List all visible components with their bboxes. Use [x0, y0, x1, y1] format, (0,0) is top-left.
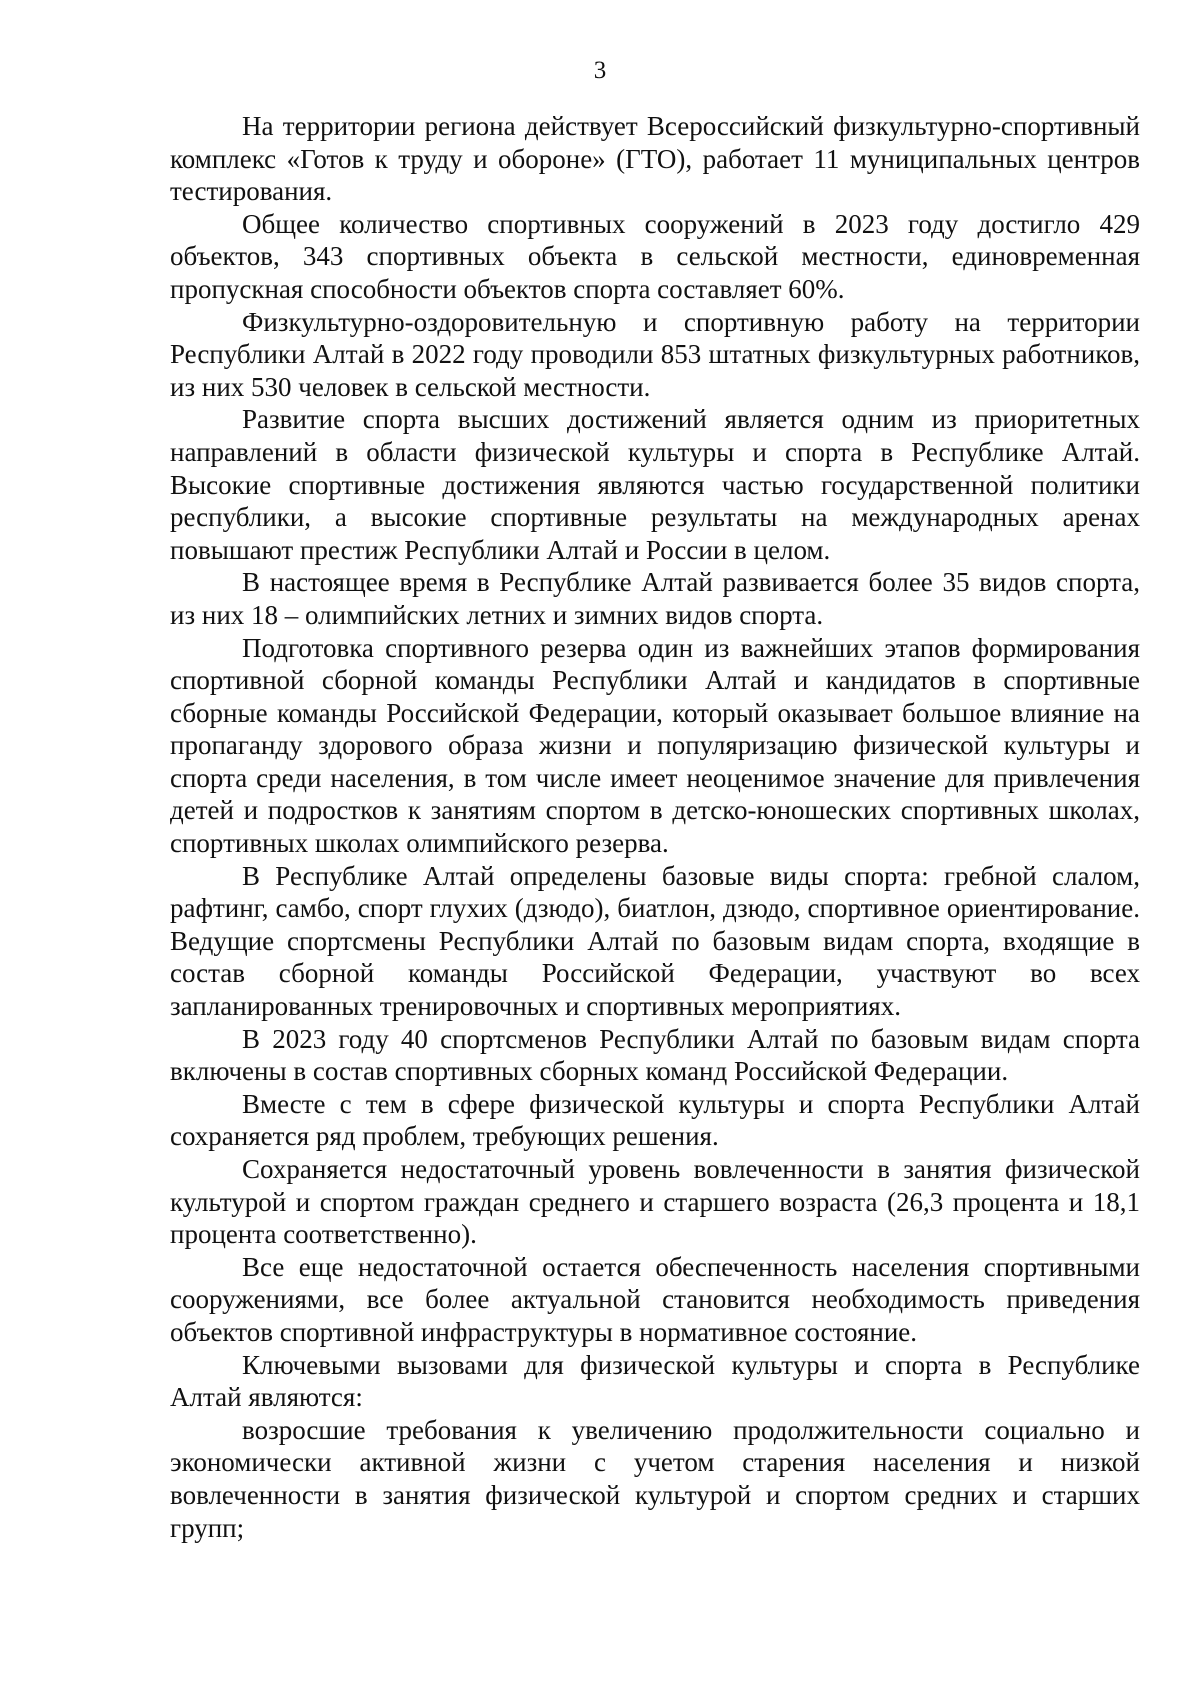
paragraph: В Республике Алтай определены базовые виды спорта: гребной слалом, рафтинг, самбо, спорт глухих (дзюдо), биатлон, дзюдо, спортивное ориентирование. Ведущие спортсмены Республики Алтай по базовым видам спорта, входящие в состав сборной команды Российской Федерации, участвуют во всех запланированных тренировочных и спортивных мероприятиях.: [170, 860, 1140, 1022]
paragraph: Сохраняется недостаточный уровень вовлеченности в занятия физической культурой и спортом граждан среднего и старшего возраста (26,3 процента и 18,1 процента соответственно).: [170, 1154, 1140, 1250]
paragraph: На территории региона действует Всероссийский физкультурно-спортивный комплекс «Готов к труду и обороне» (ГТО), работает 11 муниципальных центров тестирования.: [170, 111, 1140, 207]
paragraph: Ключевыми вызовами для физической культуры и спорта в Республике Алтай являются:: [170, 1349, 1140, 1413]
paragraph: В настоящее время в Республике Алтай развивается более 35 видов спорта, из них 18 – олимпийских летних и зимних видов спорта.: [170, 567, 1140, 630]
page-number: 3: [593, 57, 607, 84]
paragraph: В 2023 году 40 спортсменов Республики Алтай по базовым видам спорта включены в состав спортивных сборных команд Российской Федерации.: [170, 1023, 1140, 1087]
paragraph: Развитие спорта высших достижений является одним из приоритетных направлений в области физической культуры и спорта в Республике Алтай. Высокие спортивные достижения являются частью государственной политики республики, а высокие спортивные результаты на международных аренах повышают престиж Республики Алтай и России в целом.: [170, 404, 1140, 565]
paragraph: Подготовка спортивного резерва один из важнейших этапов формирования спортивной сборной команды Республики Алтай и кандидатов в спортивные сборные команды Российской Федерации, который оказывает большое влияние на пропаганду здорового образа жизни и популяризацию физической культуры и спорта среди населения, в том числе имеет неоценимое значение для привлечения детей и подростков к занятиям спортом в детско-юношеских спортивных школах, спортивных школах олимпийского резерва.: [170, 632, 1140, 859]
paragraph: возросшие требования к увеличению продолжительности социально и экономически активной жизни с учетом старения населения и низкой вовлеченности в занятия физической культурой и спортом средних и старших групп;: [170, 1414, 1140, 1543]
paragraph: Общее количество спортивных сооружений в 2023 году достигло 429 объектов, 343 спортивных объекта в сельской местности, единовременная пропускная способности объектов спорта составляет 60%.: [170, 208, 1140, 304]
paragraph: Все еще недостаточной остается обеспеченность населения спортивными сооружениями, все более актуальной становится необходимость приведения объектов спортивной инфраструктуры в нормативное состояние.: [170, 1251, 1140, 1347]
paragraph: Вместе с тем в сфере физической культуры и спорта Республики Алтай сохраняется ряд проблем, требующих решения.: [170, 1088, 1140, 1152]
document-body: [170, 110, 1140, 1544]
paragraph: Физкультурно-оздоровительную и спортивную работу на территории Республики Алтай в 2022 году проводили 853 штатных физкультурных работников, из них 530 человек в сельской местности.: [170, 306, 1140, 402]
